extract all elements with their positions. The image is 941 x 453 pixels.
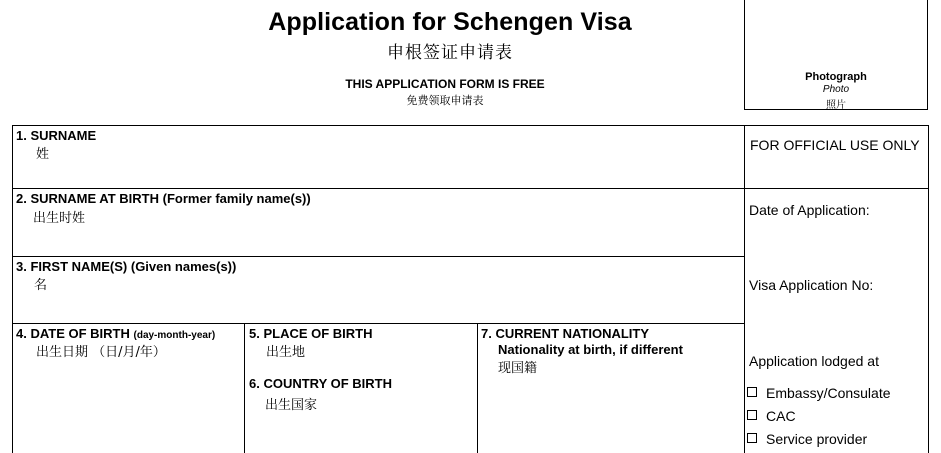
place-of-birth-label: 5. PLACE OF BIRTH [249, 326, 373, 341]
field-surname-at-birth[interactable] [13, 189, 744, 256]
date-of-application-label: Date of Application: [749, 202, 870, 218]
date-of-birth-title: 4. DATE OF BIRTH [16, 326, 130, 341]
place-of-birth-label-chinese: 出生地 [266, 345, 306, 360]
free-notice: THIS APPLICATION FORM IS FREE [345, 77, 545, 91]
option-embassy-consulate[interactable] [747, 385, 891, 401]
embassy-consulate-label: Embassy/Consulate [766, 385, 891, 401]
date-of-birth-label [16, 326, 215, 341]
application-lodged-at-label: Application lodged at [749, 353, 879, 369]
official-use-heading: FOR OFFICIAL USE ONLY [750, 137, 920, 153]
surname-label-chinese: 姓 [36, 147, 50, 162]
cac-label: CAC [766, 408, 796, 424]
embassy-consulate-checkbox[interactable] [747, 387, 757, 397]
date-of-birth-label-chinese: 出生日期 （日/月/年） [36, 345, 166, 360]
form-title-chinese: 申根签证申请表 [387, 43, 513, 62]
visa-application-no-label: Visa Application No: [749, 277, 874, 293]
field-country-of-birth[interactable] [245, 374, 477, 453]
current-nationality-label: 7. CURRENT NATIONALITY [481, 326, 650, 341]
photo-label-chinese: 照片 [826, 100, 846, 111]
field-surname[interactable] [13, 126, 744, 188]
first-names-title: 3. FIRST NAME(S) [16, 259, 128, 274]
photo-label: Photograph [805, 71, 867, 83]
surname-at-birth-title: 2. SURNAME AT BIRTH [16, 191, 159, 206]
grid-right-border [928, 125, 929, 453]
option-cac[interactable] [747, 408, 796, 424]
free-notice-chinese: 免费领取申请表 [406, 95, 484, 107]
field-current-nationality[interactable] [478, 324, 744, 453]
country-of-birth-label-chinese: 出生国家 [265, 398, 318, 413]
surname-label: 1. SURNAME [16, 128, 97, 143]
service-provider-checkbox[interactable] [747, 433, 757, 443]
country-of-birth-label: 6. COUNTRY OF BIRTH [249, 376, 393, 391]
current-nationality-label-chinese: 现国籍 [498, 361, 538, 376]
surname-at-birth-label [16, 191, 311, 206]
surname-at-birth-label-chinese: 出生时姓 [33, 211, 86, 226]
official-column-divider [744, 125, 745, 453]
field-first-names[interactable] [13, 257, 744, 323]
form-title: Application for Schengen Visa [268, 8, 632, 36]
service-provider-label: Service provider [766, 431, 868, 447]
field-date-of-birth[interactable] [13, 324, 244, 453]
option-service-provider[interactable] [747, 431, 867, 447]
first-names-label-chinese: 名 [34, 278, 48, 293]
photo-label-italic: Photo [822, 84, 850, 95]
cac-checkbox[interactable] [747, 410, 757, 420]
nationality-at-birth-label: Nationality at birth, if different [498, 342, 683, 357]
first-names-subtitle: (Given names(s)) [130, 259, 237, 274]
field-place-of-birth[interactable] [245, 324, 477, 374]
surname-at-birth-subtitle: (Former family name(s)) [162, 191, 311, 206]
date-of-birth-format: (day-month-year) [133, 330, 216, 341]
first-names-label [16, 259, 236, 274]
